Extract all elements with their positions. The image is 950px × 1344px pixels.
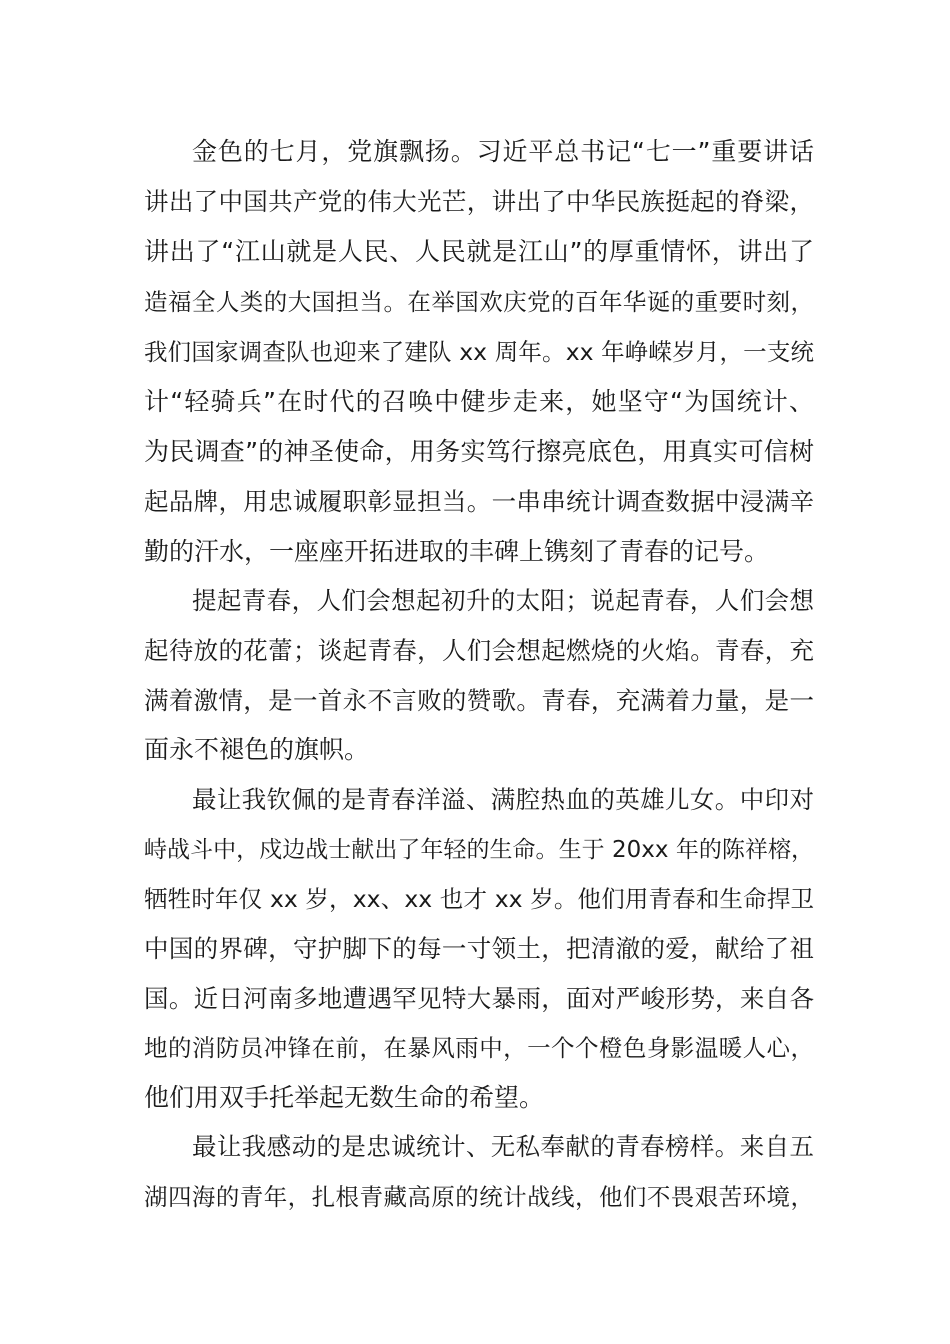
text-line: 满着激情，是一首永不言败的赞歌。青春，充满着力量，是一 <box>144 686 814 715</box>
text-line: 造福全人类的大国担当。在举国欢庆党的百年华诞的重要时刻， <box>144 288 814 316</box>
text-line: 最让我钦佩的是青春洋溢、满腔热血的英雄儿女。中印对 <box>192 785 814 814</box>
text-line: 讲出了“江山就是人民、人民就是江山”的厚重情怀，讲出了 <box>144 237 814 266</box>
text-line: 讲出了中国共产党的伟大光芒，讲出了中华民族挺起的脊梁， <box>144 187 814 216</box>
text-line: 最让我感动的是忠诚统计、无私奉献的青春榜样。来自五 <box>192 1132 814 1161</box>
text-line: 面永不褪色的旗帜。 <box>144 735 370 764</box>
text-line: 中国的界碑，守护脚下的每一寸领土，把清澈的爱，献给了祖 <box>144 934 814 963</box>
text-line: 湖四海的青年，扎根青藏高原的统计战线，他们不畏艰苦环境， <box>144 1183 814 1211</box>
text-line: 勤的汗水，一座座开拓进取的丰碑上镌刻了青春的记号。 <box>144 537 770 566</box>
text-line: 地的消防员冲锋在前，在暴风雨中，一个个橙色身影温暖人心， <box>144 1034 814 1062</box>
text-line: 牺牲时年仅 xx 岁，xx、xx 也才 xx 岁。他们用青春和生命捍卫 <box>144 885 814 913</box>
text-line: 国。近日河南多地遭遇罕见特大暴雨，面对严峻形势，来自各 <box>144 984 814 1013</box>
text-line: 我们国家调查队也迎来了建队 xx 周年。xx 年峥嵘岁月，一支统 <box>144 338 814 366</box>
text-line: 提起青春，人们会想起初升的太阳；说起青春，人们会想 <box>192 586 814 615</box>
text-line: 金色的七月，党旗飘扬。习近平总书记“七一”重要讲话 <box>192 137 814 166</box>
text-line: 为民调查”的神圣使命，用务实笃行擦亮底色，用真实可信树 <box>144 437 814 466</box>
text-line: 计“轻骑兵”在时代的召唤中健步走来，她坚守“为国统计、 <box>144 387 814 416</box>
text-line: 起品牌，用忠诚履职彰显担当。一串串统计调查数据中浸满辛 <box>144 487 814 516</box>
text-line: 起待放的花蕾；谈起青春，人们会想起燃烧的火焰。青春，充 <box>144 636 814 665</box>
text-line: 他们用双手托举起无数生命的希望。 <box>144 1083 545 1112</box>
text-line: 峙战斗中，戍边战士献出了年轻的生命。生于 20xx 年的陈祥榕， <box>144 837 814 863</box>
